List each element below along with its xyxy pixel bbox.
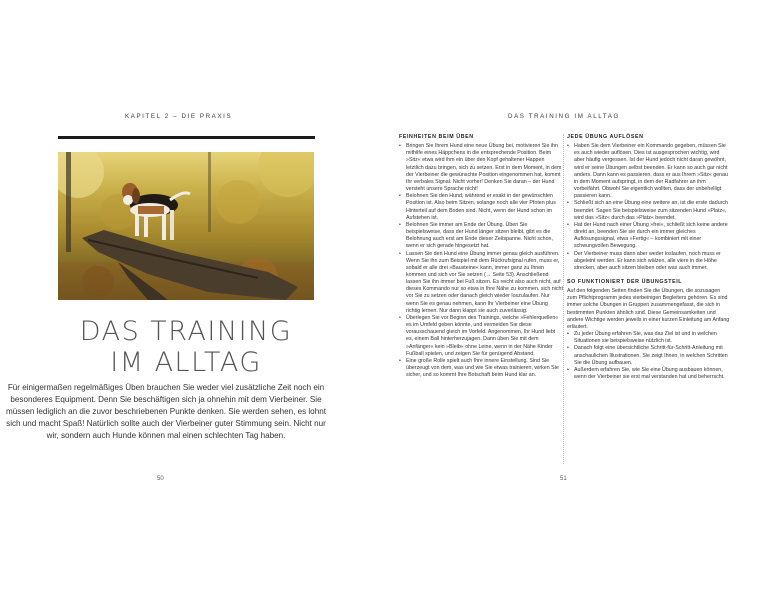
list-item: • Belohnen Sie immer am Ende der Übung. Üben Sie beispielsweise, dass der Hund länger sitzen bleibt, gibt es die Belohnung auch erst am Ende dieser Zeitspanne. Nicht schon, wenn er sich gerade hingesetzt hat. [399, 222, 563, 251]
list-item: • Danach folgt eine übersichtliche Schritt-für-Schritt-Anleitung mit anschaulichen Illustrationen. Sie zeigt Ihnen, in welchen Schritten Sie die Übung aufbauen. [567, 345, 731, 366]
list-item: • Der Vierbeiner muss dann aber weder loslaufen, noch muss er abgeleint werden. Er kann sich wälzen, alle viere in die Höhe strecken, aber auch sitzen bleiben oder was auch immer. [567, 251, 731, 272]
beagle-photo [58, 152, 314, 300]
column-divider [563, 134, 564, 464]
chapter-title: DAS TRAINING IM ALLTAG [79, 316, 293, 378]
bullet-list [567, 143, 731, 272]
chapter-rule [58, 136, 315, 139]
section-heading: JEDE ÜBUNG AUFLÖSEN [567, 134, 644, 140]
page-number-left: 50 [157, 476, 164, 482]
bullet-list [399, 143, 563, 379]
list-item: • Außerdem erfahren Sie, wie Sie eine Übung ausbauen können, wenn der Vierbeiner sie erst mal verstanden hat und beherrscht. [567, 367, 731, 381]
list-item: • Überlegen Sie vor Beginn des Trainings, welche »Fehlerquellen« es im Umfeld geben könnte, und vermeiden Sie diese vorausschauend gleich im Vorfeld. Angenommen, Ihr Hund liebt es, einem Ball hinterherzujagen. Dann üben Sie mit dem »Anfänger« kein »Bleib« ohne Leine, wenn in der Nähe Kinder Fußball spielen, und zeigen Sie für genügend Abstand. [399, 315, 563, 358]
list-item: • Hat der Hund nach einer Übung »frei«, schließt sich keine andere direkt an, beenden Sie sie durch ein immer gleiches Auflösungssignal, etwa »Fertig« – kombiniert mit einer schwungvollen Bewegung. [567, 222, 731, 251]
list-item: • Haben Sie dem Vierbeiner ein Kommando gegeben, müssen Sie es auch wieder auflösen. Dies ist ausgesprochen wichtig, wird aber häufig vergessen. Ist der Hund jedoch nicht daran gewöhnt, wird er seine Übungen selbst beenden. Er kann so auch gar nicht anders. Dann kann es passieren, dass er aus Ihrem »Sitz« genau in dem Moment aufspringt, in dem der Radfahrer an ihm vorbeifährt. Obwohl Sie eigentlich wollten, dass der unbehelligt passieren kann. [567, 143, 731, 200]
section-heading: FEINHEITEN BEIM ÜBEN [399, 134, 474, 140]
list-item: • Belohnen Sie den Hund, während er exakt in der gewünschten Position ist. Also beim Sitzen, solange noch alle vier Pfoten plus Hinterteil auf dem Boden sind. Nicht, wenn der Hund schon im Aufstehen ist. [399, 193, 563, 222]
list-item: • Lassen Sie den Hund eine Übung immer genau gleich ausführen. Wenn Sie ihn zum Beispiel mit dem Rückrufsignal rufen, muss er, sobald er alle drei »Bausteine« kann, immer ganz zu Ihnen kommen und sich vor Sie setzen (→ Seite 53). Anschließend lassen Sie ihn immer bei Fuß sitzen. Es reicht also auch nicht, auf dieses Kommando nur so etwa in Ihre Nähe zu kommen, sich nicht vor Sie zu setzen oder danach gleich wieder loszulaufen. Nur wenn Sie es genau nehmen, kann Ihr Vierbeiner eine Übung richtig lernen. Nur dann klappt sie auch zuverlässig. [399, 251, 563, 315]
body-paragraph: Auf den folgenden Seiten finden Sie die Übungen, die sozusagen zum Pflichtprogramm jedes vierbeinigen Begleiters gehören. Es sind immer solche Übungen in Gruppen zusammengefasst, die sich in bestimmten Punkten ähnlich sind. Diese Gemeinsamkeiten und andere Wichtige werden jeweils in einer kurzen Einleitung am Anfang erläutert. [567, 288, 730, 330]
section-heading: SO FUNKTIONIERT DER ÜBUNGSTEIL [567, 278, 683, 285]
list-item: • Eine große Rolle spielt auch Ihre innere Einstellung. Sind Sie überzeugt von dem, was und wie Sie etwas trainieren, wirken Sie sicher, und so kommt Ihre Botschaft beim Hund klar an. [399, 358, 563, 379]
list-item: • Schließt sich an eine Übung eine weitere an, ist die erste dadurch beendet. Sagen Sie beispielsweise zum sitzenden Hund »Platz«, wird das »Sitz« durch das »Platz« beendet. [567, 200, 731, 221]
running-head-left: KAPITEL 2 – DIE PRAXIS [125, 113, 233, 120]
text-column-2 [567, 134, 731, 381]
list-item: • Bringen Sie Ihrem Hund eine neue Übung bei, motivieren Sie ihn mithilfe eines Häppchens in die entsprechende Position. Beim »Sitz« etwa wird ihm ein über den Kopf gehaltener Happen letztlich dazu bringen, sich zu setzen. Erst in dem Moment, in dem der Vierbeiner die gewünschte Position eingenommen hat, kommt Ihr verbales Signal. Nicht vorher! Denken Sie daran – der Hund versteht unsere Sprache nicht! [399, 143, 563, 193]
list-item: • Zu jeder Übung erfahren Sie, was das Ziel ist und in welchen Situationen sie beispielsweise nützlich ist. [567, 331, 731, 345]
page-number-right: 51 [560, 476, 567, 482]
text-column-1 [399, 134, 563, 379]
chapter-intro: Für einigermaßen regelmäßiges Üben brauchen Sie weder viel zusätzliche Zeit noch ein besonderes Equipment. Denn Sie beschäftigen sich ja ohnehin mit dem Vierbeiner. Sie müssen lediglich an die zuvor beschriebenen Punkte denken. Sie werden sehen, es lohnt sich und macht Spaß! Natürlich sollte auch der Vierbeiner guter Stimmung sein. Nicht nur wir, sondern auch Hunde können mal einen schlechten Tag haben. [6, 383, 326, 440]
running-head-right: DAS TRAINING IM ALLTAG [508, 113, 620, 120]
bullet-list [567, 331, 731, 381]
